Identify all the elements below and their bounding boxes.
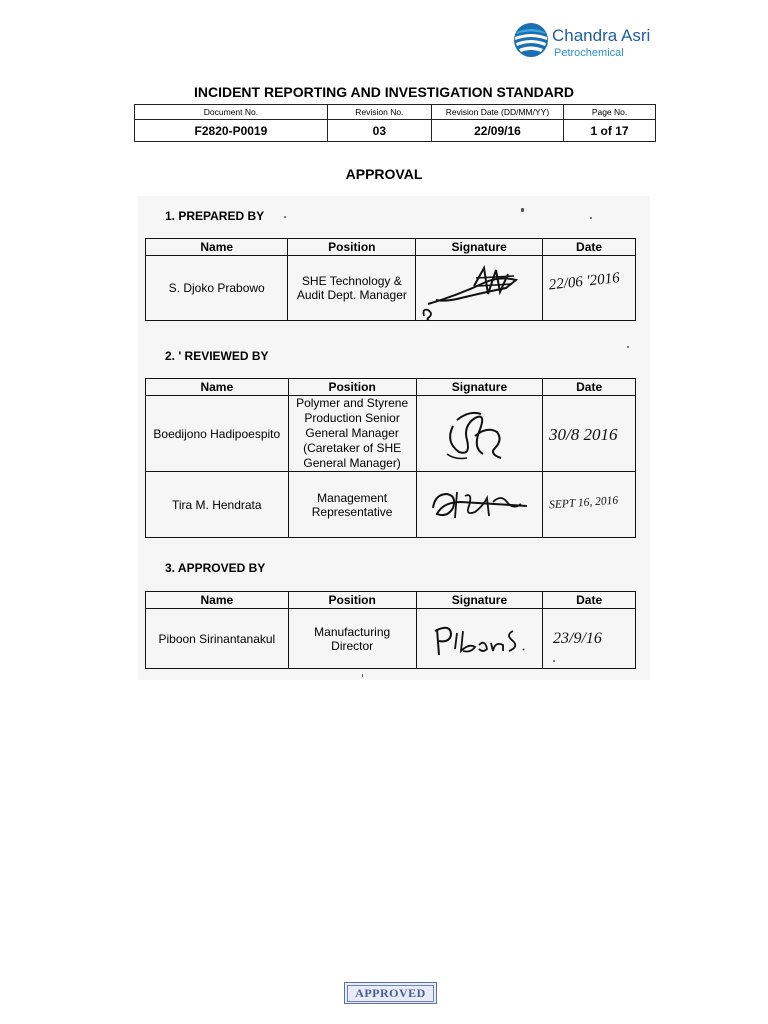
company-logo [513,22,661,66]
position-line: (Caretaker of SHE [303,441,402,455]
handwritten-signature [416,256,543,321]
signature-cell [416,609,543,669]
col-position-header: Position [288,239,416,256]
signature-cell [416,256,543,321]
table-row [146,609,636,669]
scan-speck [284,216,286,218]
logo-globe-icon [513,22,549,58]
approved-by-label: 3. APPROVED BY [165,561,266,575]
signer-name: Tira M. Hendrata [146,472,289,538]
col-position-header: Position [288,592,416,609]
signer-position [288,396,416,472]
prepared-by-label: 1. PREPARED BY [165,209,265,223]
scan-speck [362,674,363,677]
meta-page-no: 1 of 17 [564,120,656,142]
position-line: Audit Dept. Manager [296,288,407,302]
table-row [146,396,636,472]
date-text: SEPT 16, 2016 [548,494,619,512]
col-date-header: Date [543,379,636,396]
meta-header-revision-no: Revision No. [327,105,431,120]
meta-revision-date: 22/09/16 [431,120,563,142]
signer-name: Boedijono Hadipoespito [146,396,289,472]
signer-name: S. Djoko Prabowo [146,256,288,321]
meta-header-page-no: Page No. [564,105,656,120]
col-name-header: Name [146,239,288,256]
scan-speck [521,208,524,212]
col-signature-header: Signature [416,379,543,396]
col-signature-header: Signature [416,239,543,256]
table-row [146,256,636,321]
col-signature-header: Signature [416,592,543,609]
approved-by-table [145,591,636,669]
handwritten-signature [417,396,544,470]
logo-name: Chandra Asri [552,26,651,45]
meta-header-revision-date: Revision Date (DD/MM/YY) [431,105,563,120]
col-position-header: Position [288,379,416,396]
scan-speck [590,217,592,219]
signer-name: Piboon Sirinantanakul [146,609,289,669]
position-line: General Manager [305,426,399,440]
reviewed-by-label: 2. ' REVIEWED BY [165,349,269,363]
scan-speck [553,660,555,662]
stamp-label: APPROVED [347,985,434,1002]
handwritten-date [543,609,636,669]
date-text: 22/06 '2016 [548,270,621,294]
date-text: 30/8 2016 [549,425,618,444]
handwritten-date [543,396,636,472]
document-meta-table [134,104,656,142]
reviewed-by-table [145,378,636,538]
position-line: Director [331,638,374,653]
signer-position [288,609,416,669]
position-line: Polymer and Styrene [296,396,409,410]
handwritten-signature [417,472,544,538]
handwritten-date [543,256,636,321]
signature-cell [416,472,543,538]
meta-document-no: F2820-P0019 [135,120,328,142]
meta-revision-no: 03 [327,120,431,142]
position-line: General Manager) [303,456,401,470]
position-line: Representative [311,504,393,519]
col-date-header: Date [543,592,636,609]
signer-position [288,256,416,321]
position-line: Production Senior [304,411,400,425]
handwritten-date [543,472,636,538]
position-line: SHE Technology & [301,274,402,288]
position-line: Management [317,490,388,505]
prepared-by-table [145,238,636,321]
scan-speck [627,346,629,348]
date-text: 23/9/16 [553,630,603,647]
approved-stamp [344,982,437,1004]
approval-heading: APPROVAL [345,166,423,182]
signer-position [288,472,416,538]
handwritten-signature [417,609,544,669]
signature-cell [416,396,543,472]
logo-subtitle: Petrochemical [554,47,624,59]
col-name-header: Name [146,379,289,396]
table-row [146,472,636,538]
meta-header-document-no: Document No. [135,105,328,120]
position-line: Manufacturing [314,624,391,639]
document-title: INCIDENT REPORTING AND INVESTIGATION STANDARD [193,84,575,100]
col-name-header: Name [146,592,289,609]
col-date-header: Date [543,239,636,256]
